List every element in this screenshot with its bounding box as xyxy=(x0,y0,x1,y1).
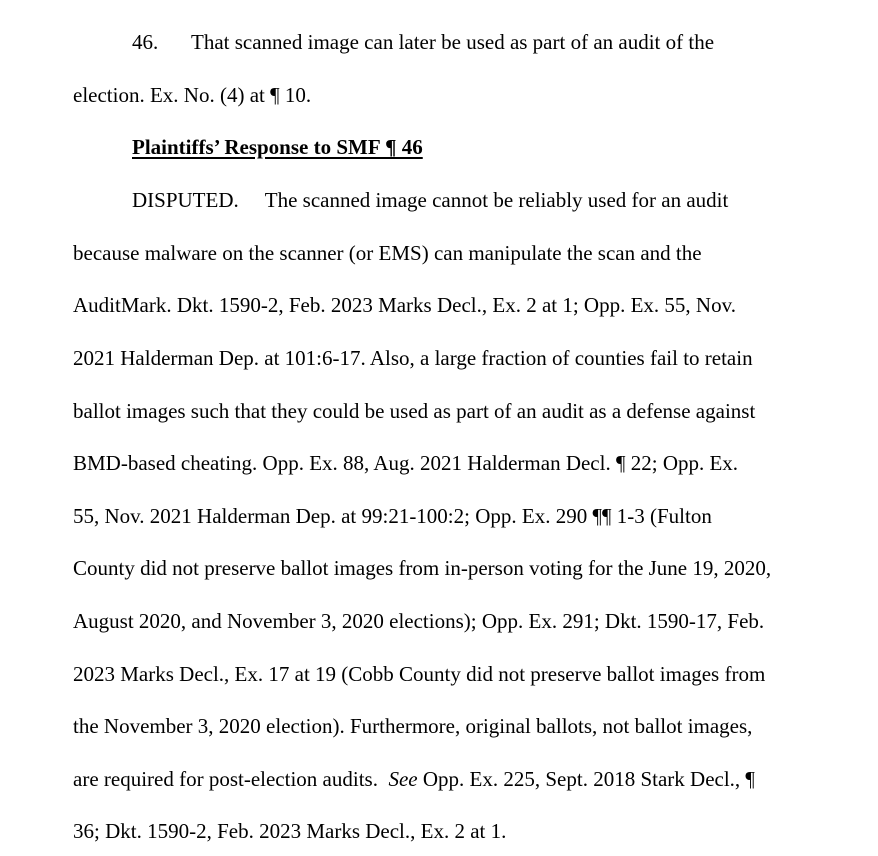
response-line-see-citation xyxy=(73,766,755,792)
response-line: 2023 Marks Decl., Ex. 17 at 19 (Cobb County did not preserve ballot images from xyxy=(73,662,766,686)
response-text: are required for post-election audits. xyxy=(73,767,389,791)
response-line: AuditMark. Dkt. 1590-2, Feb. 2023 Marks Decl., Ex. 2 at 1; Opp. Ex. 55, Nov. xyxy=(73,293,736,317)
response-line: the November 3, 2020 election). Furthermore, original ballots, not ballot images, xyxy=(73,714,753,738)
disputed-label: DISPUTED. xyxy=(132,188,239,212)
response-line: August 2020, and November 3, 2020 elections); Opp. Ex. 291; Dkt. 1590-17, Feb. xyxy=(73,609,765,633)
response-heading: Plaintiffs’ Response to SMF ¶ 46 xyxy=(132,135,423,159)
paragraph-46-line-2: election. Ex. No. (4) at ¶ 10. xyxy=(73,83,312,107)
response-line: BMD-based cheating. Opp. Ex. 88, Aug. 2021 Halderman Decl. ¶ 22; Opp. Ex. xyxy=(73,451,739,475)
response-line: County did not preserve ballot images from in-person voting for the June 19, 2020, xyxy=(73,556,772,580)
response-text: The scanned image cannot be reliably used for an audit xyxy=(264,188,729,212)
response-line: 55, Nov. 2021 Halderman Dep. at 99:21-100:2; Opp. Ex. 290 ¶¶ 1-3 (Fulton xyxy=(73,504,712,528)
response-line: 2021 Halderman Dep. at 101:6-17. Also, a large fraction of counties fail to retain xyxy=(73,346,753,370)
paragraph-46-line-1 xyxy=(132,29,714,55)
see-signal: See xyxy=(388,767,418,791)
response-line: ballot images such that they could be used as part of an audit as a defense against xyxy=(73,399,756,423)
response-line-last: 36; Dkt. 1590-2, Feb. 2023 Marks Decl., Ex. 2 at 1. xyxy=(73,819,507,843)
response-text: Opp. Ex. 225, Sept. 2018 Stark Decl., ¶ xyxy=(417,767,755,791)
response-line-1 xyxy=(132,187,728,213)
paragraph-number: 46. xyxy=(132,30,159,54)
paragraph-text: That scanned image can later be used as part of an audit of the xyxy=(191,30,715,54)
response-line: because malware on the scanner (or EMS) can manipulate the scan and the xyxy=(73,241,702,265)
